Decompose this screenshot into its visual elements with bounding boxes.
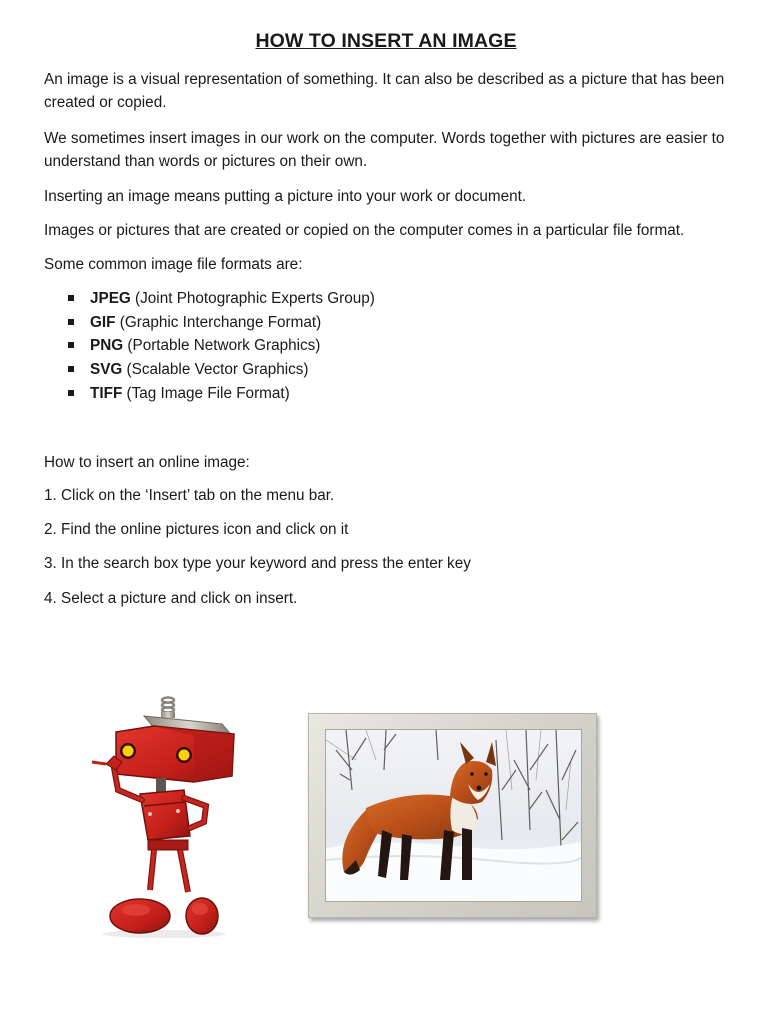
list-item xyxy=(68,382,375,406)
format-desc: (Scalable Vector Graphics) xyxy=(122,361,309,379)
paragraph-definition: An image is a visual representation of something. It can also be described as a picture that has been created or copied. xyxy=(44,71,725,111)
list-item xyxy=(68,358,375,382)
format-desc: (Graphic Interchange Format) xyxy=(115,313,322,331)
format-desc: (Joint Photographic Experts Group) xyxy=(130,290,375,307)
format-list xyxy=(68,287,375,406)
step-item: 3. In the search box type your keyword and press the enter key xyxy=(44,555,471,572)
format-abbr: JPEG xyxy=(90,290,131,307)
robot-image xyxy=(44,690,286,940)
format-desc: (Tag Image File Format) xyxy=(122,384,290,402)
paragraph-formats-intro: Some common image file formats are: xyxy=(44,256,303,273)
format-desc: (Portable Network Graphics) xyxy=(123,337,321,355)
bullet-square-icon xyxy=(68,319,74,325)
bullet-square-icon xyxy=(68,390,74,396)
step-item: 2. Find the online pictures icon and click on it xyxy=(44,521,349,538)
list-item xyxy=(68,311,375,335)
paragraph-file-format: Images or pictures that are created or copied on the computer comes in a particular file format. xyxy=(44,222,685,239)
paragraph-inserting-meaning: Inserting an image means putting a picture into your work or document. xyxy=(44,188,527,205)
paragraph-why-images: We sometimes insert images in our work on the computer. Words together with pictures are easier to understand than words or pictures on their own. xyxy=(44,130,725,170)
step-item: 1. Click on the ‘Insert’ tab on the menu bar. xyxy=(44,487,335,504)
step-item: 4. Select a picture and click on insert. xyxy=(44,590,298,607)
fox-photo-frame xyxy=(308,713,597,918)
bullet-square-icon xyxy=(68,295,74,301)
list-item xyxy=(68,334,375,358)
format-abbr: TIFF xyxy=(90,384,123,402)
page-title: HOW TO INSERT AN IMAGE xyxy=(255,30,517,52)
fox-image xyxy=(325,729,582,902)
bullet-square-icon xyxy=(68,342,74,348)
format-abbr: SVG xyxy=(90,361,123,379)
bullet-square-icon xyxy=(68,366,74,372)
list-item xyxy=(68,287,375,311)
format-abbr: GIF xyxy=(90,313,116,331)
steps-heading: How to insert an online image: xyxy=(44,454,250,471)
format-abbr: PNG xyxy=(90,337,124,355)
